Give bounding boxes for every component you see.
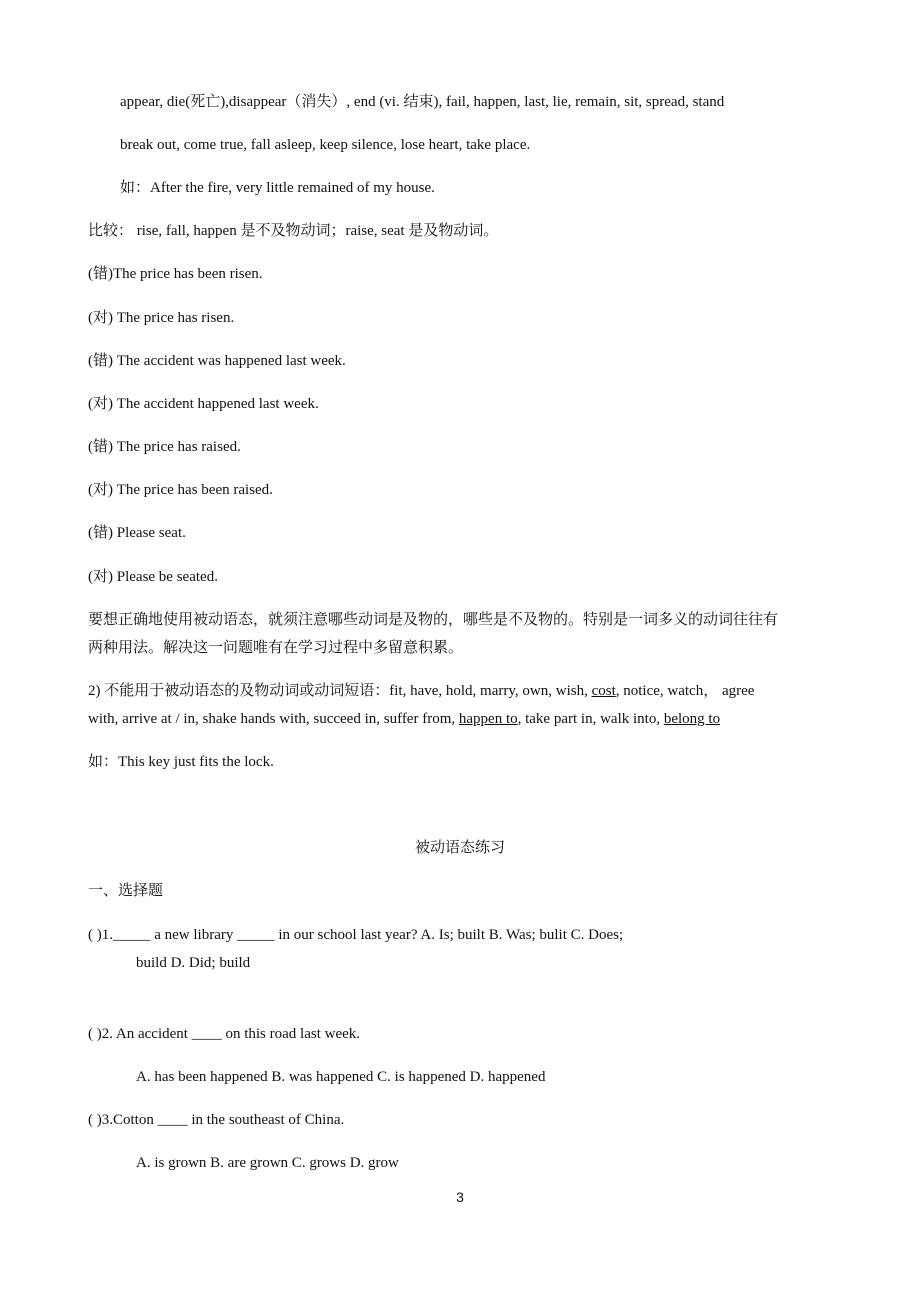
non-passive-text: 2) 不能用于被动语态的及物动词或动词短语：fit, have, hold, marry, own, wish,: [88, 683, 592, 699]
question-3-stem: ( )3.Cotton ____ in the southeast of China.: [88, 1112, 345, 1128]
compare-item: (对) The price has been raised.: [88, 482, 273, 498]
non-passive-text: with, arrive at / in, shake hands with, succeed in, suffer from,: [88, 711, 459, 727]
compare-item: (错)The price has been risen.: [88, 266, 263, 282]
question-1-stem: ( )1._____ a new library _____ in our school last year? A. Is; built B. Was; bulit C. Does;: [88, 927, 624, 943]
exercise-part-heading: 一、选择题: [88, 883, 164, 899]
question-3-options: A. is grown B. are grown C. grows D. grow: [136, 1155, 399, 1171]
underlined-phrase-belong-to: belong to: [663, 711, 721, 727]
page-number: 3: [456, 1189, 464, 1205]
underlined-verb-cost: cost: [591, 683, 616, 699]
non-passive-text: , take part in, walk into,: [517, 711, 664, 727]
compare-item: (错) Please seat.: [88, 525, 186, 541]
compare-item: (错) The accident was happened last week.: [88, 353, 346, 369]
non-passive-example: 如：This key just fits the lock.: [88, 754, 274, 770]
compare-item: (对) The price has risen.: [88, 310, 235, 326]
compare-item: (错) The price has raised.: [88, 439, 241, 455]
intransitive-example: 如：After the fire, very little remained of my house.: [120, 180, 435, 196]
question-2-stem: ( )2. An accident ____ on this road last week.: [88, 1026, 361, 1042]
question-2-options: A. has been happened B. was happened C. is happened D. happened: [136, 1069, 546, 1085]
compare-item: (对) The accident happened last week.: [88, 396, 319, 412]
non-passive-verbs-line2: [88, 709, 720, 729]
non-passive-text: , notice, watch， agree: [615, 683, 755, 699]
exercise-title: 被动语态练习: [414, 840, 505, 856]
intransitive-verbs-line1: appear, die(死亡),disappear（消失）, end (vi. 结束), fail, happen, last, lie, remain, sit, spread, stand: [120, 94, 725, 110]
compare-note-line1: 要想正确地使用被动语态，就须注意哪些动词是及物的，哪些是不及物的。特别是一词多义的动词往往有: [88, 612, 779, 628]
non-passive-verbs-line1: [88, 681, 754, 701]
underlined-phrase-happen-to: happen to: [458, 711, 518, 727]
compare-note-line2: 两种用法。解决这一问题唯有在学习过程中多留意积累。: [88, 640, 464, 656]
intransitive-phrases-line2: break out, come true, fall asleep, keep silence, lose heart, take place.: [120, 137, 531, 153]
compare-item: (对) Please be seated.: [88, 569, 218, 585]
question-1-stem-continued: build D. Did; build: [136, 955, 251, 971]
compare-heading: 比较： rise, fall, happen 是不及物动词；raise, seat 是及物动词。: [88, 223, 499, 239]
